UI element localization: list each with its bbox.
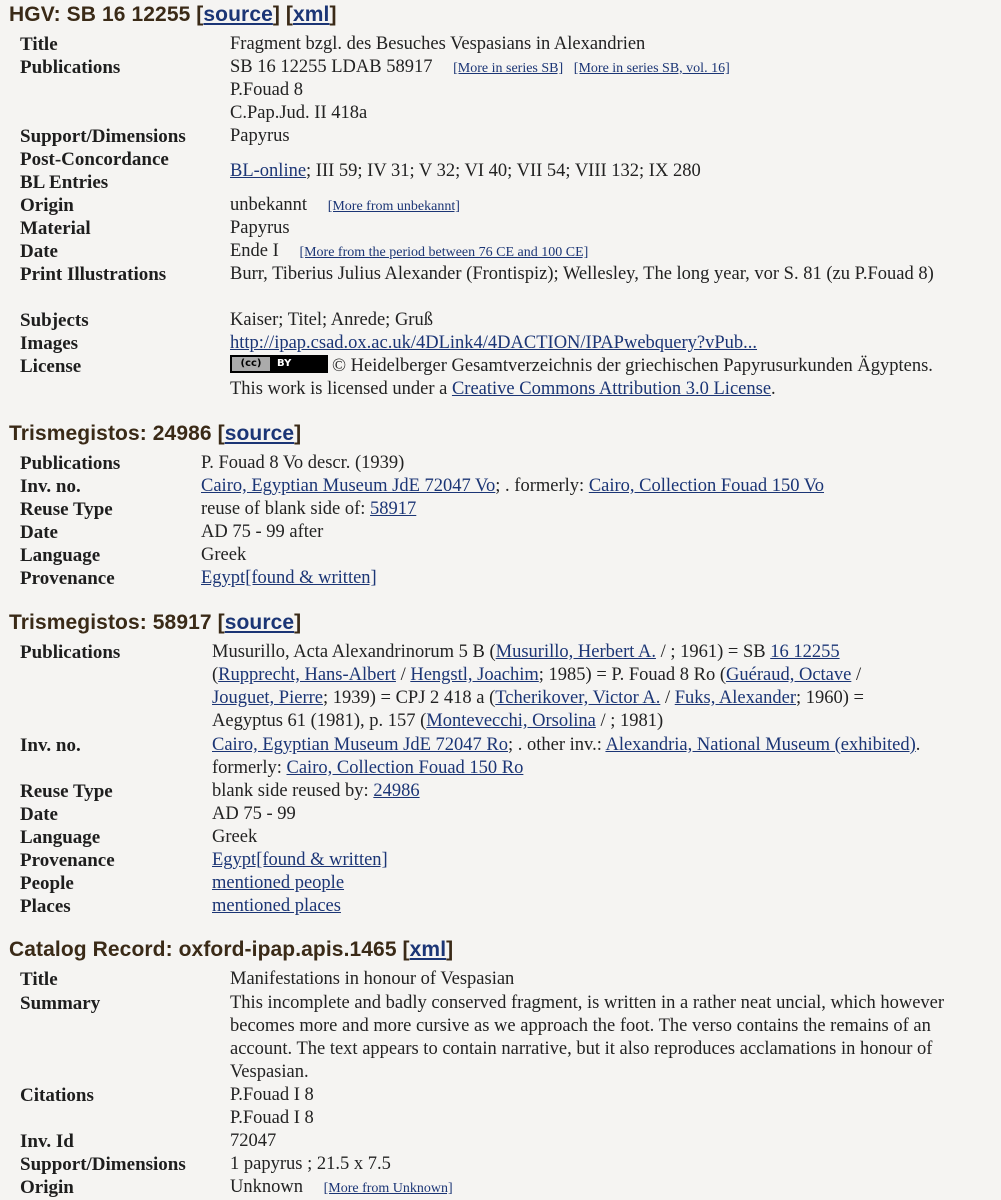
catalog-title-label: Title [20,969,58,990]
catalog-support-label: Support/Dimensions [20,1154,186,1175]
tm2-reuse-type-value: blank side reused by: 24986 [212,781,420,801]
bl-online-link[interactable]: BL-online [230,161,307,181]
tm1-date-label: Date [20,522,58,543]
hgv-license-label: License [20,356,82,377]
hgv-print-illustrations-value: Burr, Tiberius Julius Alexander (Frontispiz); Wellesley, The long year, vor S. 81 (zu P.Fouad 8) [230,264,934,284]
tm2-publications-line3: Jouguet, Pierre; 1939) = CPJ 2 418 a (Tcherikover, Victor A. / Fuks, Alexander; 1960) = [212,688,864,708]
hgv-publications-line1: SB 16 12255 LDAB 58917 [More in series SB] [More in series SB, vol. 16] [230,57,730,77]
catalog-origin-value: Unknown [More from Unknown] [230,1177,453,1197]
tm1-reuse-type-label: Reuse Type [20,499,113,520]
catalog-inv-id-value: 72047 [230,1131,277,1151]
tm2-inv-link-3[interactable]: Cairo, Collection Fouad 150 Ro [286,758,524,778]
author-link-hengstl[interactable]: Hengstl, Joachim [410,665,539,685]
tm1-source-link[interactable]: source [224,422,295,445]
tm2-people-value [212,872,344,895]
catalog-citations-label: Citations [20,1085,94,1106]
hgv-source-link[interactable]: source [203,3,273,26]
cc-license-link[interactable]: Creative Commons Attribution 3.0 License [451,379,772,399]
tm2-language-value: Greek [212,827,258,847]
tm1-section-title: Trismegistos: 24986 [source] [9,422,302,445]
hgv-post-concordance-label: Post-Concordance [20,149,169,170]
hgv-publications-line3: C.Pap.Jud. II 418a [230,103,368,123]
catalog-inv-id-label: Inv. Id [20,1131,74,1152]
tm1-provenance-link[interactable]: Egypt[found & written] [201,568,377,588]
catalog-summary-label: Summary [20,993,101,1014]
cc-by-badge[interactable]: (cc) BY [230,355,328,373]
tm1-provenance-value [201,567,377,590]
ipap-image-link[interactable]: http://ipap.csad.ox.ac.uk/4DLink4/4DACTION/IPAPwebquery?vPub... [230,333,758,353]
author-link-musurillo[interactable]: Musurillo, Herbert A. [495,642,656,662]
tm2-places-label: Places [20,896,71,917]
tm1-inv-no-label: Inv. no. [20,476,81,497]
more-from-period-link[interactable]: [More from the period between 76 CE and 100 CE] [299,245,589,260]
author-link-rupprecht[interactable]: Rupprecht, Hans-Albert [218,665,396,685]
tm1-publications-value: P. Fouad 8 Vo descr. (1939) [201,453,405,473]
hgv-material-value: Papyrus [230,218,290,238]
catalog-summary-value: This incomplete and badly conserved fragment, is written in a rather neat uncial, which however becomes more and more cursive as we approach the foot. The verso contains the remains of an account. The text appears to contain narrative, but it also reproduces acclamations in honour of Vespasian. [230,993,945,1082]
author-link-tcherikover[interactable]: Tcherikover, Victor A. [495,688,661,708]
hgv-title-prefix: HGV: SB 16 12255 [ [9,3,204,26]
tm2-people-label: People [20,873,74,894]
tm1-language-value: Greek [201,545,247,565]
tm2-inv-link-2[interactable]: Alexandria, National Museum (exhibited) [605,735,916,755]
tm2-inv-no-label: Inv. no. [20,735,81,756]
tm2-provenance-link[interactable]: Egypt[found & written] [212,850,388,870]
tm2-publications-line1: Musurillo, Acta Alexandrinorum 5 B (Musurillo, Herbert A. / ; 1961) = SB 16 12255 [212,642,840,662]
tm2-publications-label: Publications [20,642,121,663]
tm1-publications-label: Publications [20,453,121,474]
hgv-title-value: Fragment bzgl. des Besuches Vespasians in Alexandrien [230,34,646,54]
hgv-xml-link[interactable]: xml [293,3,330,26]
more-from-unbekannt-link[interactable]: [More from unbekannt] [327,199,460,214]
mentioned-people-link[interactable]: mentioned people [212,873,345,893]
hgv-images-value [230,332,757,355]
hgv-bl-entries-label: BL Entries [20,172,109,193]
hgv-date-value: Ende I [More from the period between 76 CE and 100 CE] [230,241,589,261]
tm2-provenance-value [212,849,388,872]
tm1-reuse-type-value: reuse of blank side of: 58917 [201,499,417,519]
tm2-reuse-link[interactable]: 24986 [373,781,420,801]
author-link-jouguet[interactable]: Jouguet, Pierre [212,688,323,708]
hgv-publications-line2: P.Fouad 8 [230,80,303,100]
hgv-subjects-label: Subjects [20,310,89,331]
hgv-subjects-value: Kaiser; Titel; Anrede; Gruß [230,310,433,330]
hgv-print-illustrations-label: Print Illustrations [20,264,167,285]
tm2-language-label: Language [20,827,101,848]
tm1-reuse-link[interactable]: 58917 [370,499,417,519]
more-in-series-sb-link[interactable]: [More in series SB] [453,61,564,76]
tm2-publications-line4: Aegyptus 61 (1981), p. 157 (Montevecchi, Orsolina / ; 1981) [212,711,664,731]
author-link-montevecchi[interactable]: Montevecchi, Orsolina [426,711,596,731]
catalog-citation-2: P.Fouad I 8 [230,1108,314,1128]
catalog-citation-1: P.Fouad I 8 [230,1085,314,1105]
hgv-date-label: Date [20,241,58,262]
author-link-fuks[interactable]: Fuks, Alexander [674,688,796,708]
tm2-places-value [212,895,341,918]
tm2-date-value: AD 75 - 99 [212,804,296,824]
tm1-date-value: AD 75 - 99 after [201,522,324,542]
tm2-inv-no-value: Cairo, Egyptian Museum JdE 72047 Ro; . other inv.: Alexandria, National Museum (exhibited). formerly: Cairo, Collection Fouad 150 Ro [212,735,921,778]
tm2-publications-line2: (Rupprecht, Hans-Albert / Hengstl, Joachim; 1985) = P. Fouad 8 Ro (Guéraud, Octave / [212,665,862,685]
tm1-provenance-label: Provenance [20,568,115,589]
tm2-section-title: Trismegistos: 58917 [source] [9,611,302,634]
catalog-support-value: 1 papyrus ; 21.5 x 7.5 [230,1154,391,1174]
tm2-date-label: Date [20,804,58,825]
hgv-support-label: Support/Dimensions [20,126,186,147]
tm2-provenance-label: Provenance [20,850,115,871]
tm2-reuse-type-label: Reuse Type [20,781,113,802]
mentioned-places-link[interactable]: mentioned places [212,896,341,916]
hgv-section-title: HGV: SB 16 12255 [source] [xml] [9,3,337,26]
author-link-gueraud[interactable]: Guéraud, Octave [726,665,852,685]
more-in-series-sb-vol-link[interactable]: [More in series SB, vol. 16] [573,61,730,76]
hgv-support-value: Papyrus [230,126,290,146]
hgv-title-label: Title [20,34,58,55]
tm1-inv-no-value: Cairo, Egyptian Museum JdE 72047 Vo; . formerly: Cairo, Collection Fouad 150 Vo [201,476,825,496]
tm2-inv-link-1[interactable]: Cairo, Egyptian Museum JdE 72047 Ro [212,735,508,755]
hgv-license-value: (cc) BY © Heidelberger Gesamtverzeichnis der griechischen Papyrusurkunden Ägyptens. This work is licensed under a Creative Commons Attribution 3.0 License. [230,356,933,399]
catalog-title-value: Manifestations in honour of Vespasian [230,969,515,989]
catalog-section-title: Catalog Record: oxford-ipap.apis.1465 [xml] [9,938,454,961]
catalog-origin-label: Origin [20,1177,74,1198]
catalog-xml-link[interactable]: xml [409,938,447,961]
hgv-publications-label: Publications [20,57,121,78]
more-from-unknown-link[interactable]: [More from Unknown] [323,1181,453,1196]
tm2-source-link[interactable]: source [224,611,295,634]
hgv-bl-entries-value: BL-online; III 59; IV 31; V 32; VI 40; VII 54; VIII 132; IX 280 [230,161,701,181]
tm1-inv-link-2[interactable]: Cairo, Collection Fouad 150 Vo [588,476,825,496]
sb-16-12255-link[interactable]: 16 12255 [770,642,840,662]
tm1-language-label: Language [20,545,101,566]
hgv-images-label: Images [20,333,79,354]
tm1-inv-link-1[interactable]: Cairo, Egyptian Museum JdE 72047 Vo [201,476,496,496]
hgv-origin-value: unbekannt [More from unbekannt] [230,195,460,215]
hgv-material-label: Material [20,218,91,239]
hgv-origin-label: Origin [20,195,74,216]
